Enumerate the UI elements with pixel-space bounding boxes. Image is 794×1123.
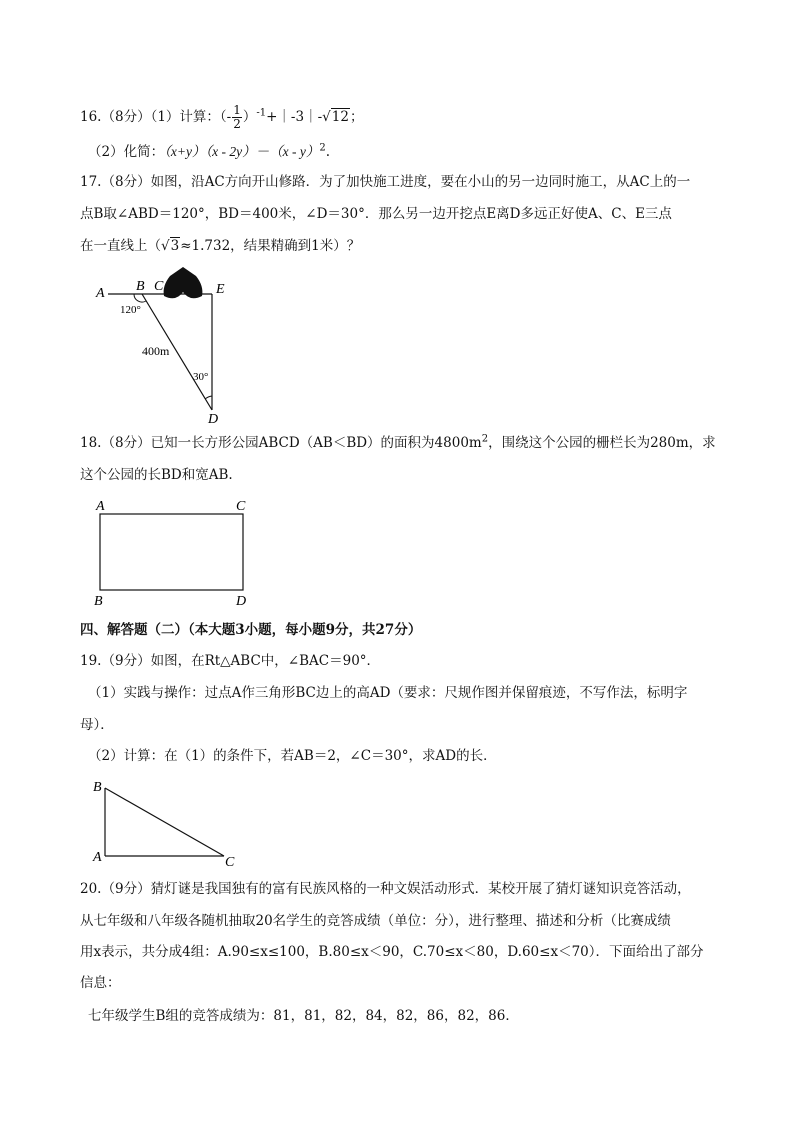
q19-number: 19. xyxy=(80,653,102,669)
q19-line4: （2）计算：在（1）的条件下，若AB＝2，∠C＝30°，求AD的长． xyxy=(88,748,497,764)
q20-line1 xyxy=(80,879,691,899)
q16-exponent: -1 xyxy=(256,107,267,119)
q17-label-e: E xyxy=(216,282,225,297)
q18-text-1b: ，围绕这个公园的栅栏长为280m，求 xyxy=(488,435,716,451)
q16-score: （8分） xyxy=(101,109,151,125)
q18-text-1a: （8分）已知一长方形公园ABCD（AB＜BD）的面积为4800m xyxy=(101,435,482,451)
q19-side-bc xyxy=(105,788,224,856)
q16-part2-end: . xyxy=(325,144,331,160)
q20-line4: 信息： xyxy=(80,975,121,991)
q20-line5: 七年级学生B组的竞答成绩为：81，81，82，84，82，86，82，86． xyxy=(88,1008,519,1024)
q16-fraction-numerator: 1 xyxy=(233,103,241,117)
q16-part2-exponent: 2 xyxy=(319,142,326,154)
q17-label-b: B xyxy=(136,279,145,294)
q17-figure xyxy=(90,262,250,427)
sqrt-icon: √ xyxy=(161,238,170,254)
q18-exponent: 2 xyxy=(481,433,489,445)
q18-line1 xyxy=(80,433,716,453)
q18-number: 18. xyxy=(80,435,102,451)
q18-label-d: D xyxy=(236,594,247,609)
q19-label-c: C xyxy=(225,855,235,870)
q16-number: 16. xyxy=(80,109,102,125)
q17-line3 xyxy=(80,236,360,256)
q17-length-bd-label: 400m xyxy=(142,344,170,358)
q18-label-a: A xyxy=(96,499,105,514)
q18-rectangle xyxy=(100,514,243,590)
q19-label-a: A xyxy=(93,850,102,865)
q17-text-3b: ≈1.732，结果精确到1米）？ xyxy=(180,238,361,254)
section4-heading: 四、解答题（二）（本大题3小题，每小题9分，共27分） xyxy=(80,622,422,638)
sqrt-icon: √ xyxy=(322,109,331,125)
q18-line2: 这个公园的长BD和宽AB. xyxy=(80,467,233,483)
q19-label-b: B xyxy=(93,780,102,795)
q16-part2-expr: （x+y）（x - 2y）－（x - y） xyxy=(164,144,320,159)
q16-part1-label: （1）计算： xyxy=(150,109,220,125)
q16-part2-label: （2）化简： xyxy=(88,144,165,160)
q20-line3: 用x表示，共分成4组：A.90≤x≤100，B.80≤x＜90，C.70≤x＜80，D.60≤x＜70）．下面给出了部分 xyxy=(80,944,704,960)
q17-radicand: 3 xyxy=(170,238,180,254)
q16-radicand: 12 xyxy=(331,109,349,125)
q19-figure xyxy=(88,776,248,868)
q17-line2: 点B取∠ABD＝120°，BD＝400米，∠D＝30°．那么另一边开挖点E离D多远正好使A、C、E三点 xyxy=(80,206,672,222)
q17-angle-d-arc xyxy=(205,396,212,399)
q16-close-paren: ） xyxy=(242,109,257,125)
q18-label-c: C xyxy=(236,499,246,514)
q17-label-a: A xyxy=(96,286,105,301)
q16-fraction xyxy=(232,104,242,131)
q17-angle-d-label: 30° xyxy=(193,371,209,383)
q17-angle-b-label: 120° xyxy=(120,304,141,316)
q17-label-d: D xyxy=(208,412,219,427)
q16-part1-end: ； xyxy=(349,109,364,125)
q17-line1 xyxy=(80,172,690,192)
q20-text-1: （9分）猜灯谜是我国独有的富有民族风格的一种文娱活动形式．某校开展了猜灯谜知识竞答活动， xyxy=(101,881,691,897)
q18-figure xyxy=(88,496,258,608)
q16-line2 xyxy=(88,142,330,162)
q16-line1 xyxy=(80,104,363,131)
q19-line1 xyxy=(80,651,380,671)
q18-label-b: B xyxy=(94,594,103,609)
q19-line2: （1）实践与操作：过点A作三角形BC边上的高AD（要求：尺规作图并保留痕迹，不写作法，标明字 xyxy=(88,685,688,701)
q16-open-paren: （- xyxy=(219,109,232,125)
q20-line2: 从七年级和八年级各随机抽取20名学生的竞答成绩（单位：分），进行整理、描述和分析（比赛成绩 xyxy=(80,913,671,929)
q17-label-c: C xyxy=(154,279,164,294)
q16-abs-term: +｜-3｜- xyxy=(266,109,323,125)
q19-text-1: （9分）如图，在Rt△ABC中，∠BAC＝90°． xyxy=(101,653,381,669)
q19-line3: 母）． xyxy=(80,717,114,733)
q17-number: 17. xyxy=(80,174,102,190)
q17-text-1: （8分）如图，沿AC方向开山修路．为了加快施工进度，要在小山的另一边同时施工，从AC上的一 xyxy=(101,174,691,190)
q17-text-3a: 在一直线上（ xyxy=(80,238,161,254)
q20-number: 20. xyxy=(80,881,102,897)
q16-fraction-denominator: 2 xyxy=(233,117,241,131)
